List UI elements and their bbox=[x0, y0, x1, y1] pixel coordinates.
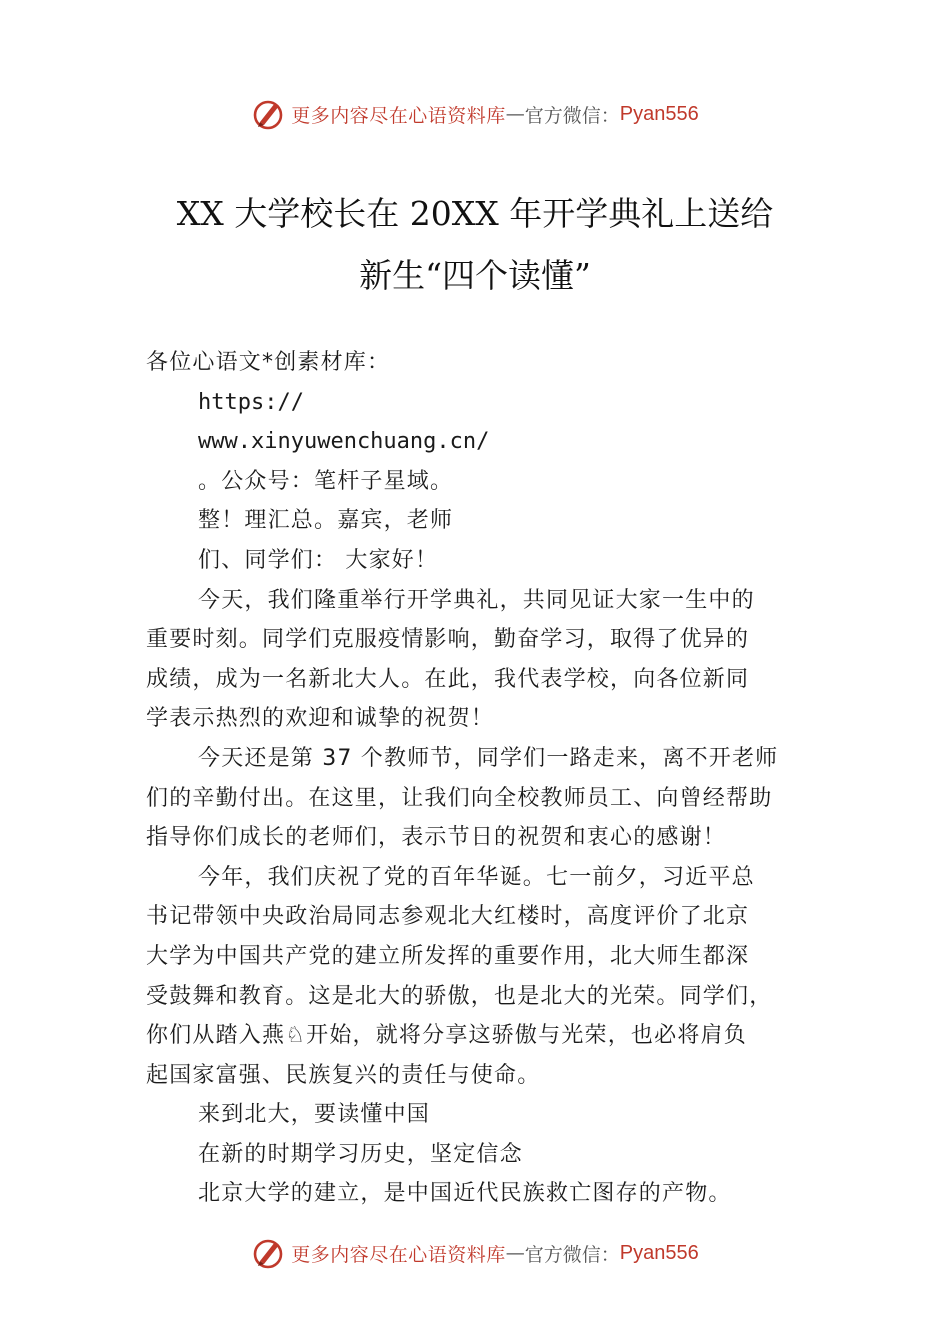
banner-wechat-label: 官方微信： bbox=[524, 1243, 620, 1266]
body-line: 各位心语文*创素材库： bbox=[146, 350, 391, 375]
banner-separator: — bbox=[505, 1242, 525, 1264]
banner-wechat-label: 官方微信： bbox=[524, 104, 620, 127]
body-line: 起国家富强、民族复兴的责任与使命。 bbox=[146, 1062, 541, 1088]
body-line: www.xinyuwenchuang.cn/ bbox=[198, 429, 490, 455]
body-line: 在新的时期学习历史，坚定信念 bbox=[198, 1141, 523, 1167]
document-body bbox=[146, 343, 816, 1214]
banner-separator: — bbox=[505, 103, 525, 125]
body-line: 北京大学的建立，是中国近代民族救亡图存的产物。 bbox=[198, 1181, 732, 1207]
banner-wechat-id: Pyan556 bbox=[619, 102, 699, 125]
body-line: 你们从踏入燕♘开始，就将分享这骄傲与光荣，也必将肩负 bbox=[146, 1023, 747, 1049]
pen-seal-icon bbox=[251, 1236, 285, 1270]
body-line: https:// bbox=[198, 389, 304, 415]
body-line: 整！理汇总。嘉宾，老师 bbox=[198, 508, 454, 534]
body-line: 来到北大，要读懂中国 bbox=[198, 1102, 431, 1128]
body-line: 成绩，成为一名新北大人。在此，我代表学校，向各位新同 bbox=[146, 666, 750, 692]
body-line: 。公众号：笔杆子星域。 bbox=[198, 468, 454, 494]
body-line: 们的辛勤付出。在这里，让我们向全校教师员工、向曾经帮助 bbox=[146, 785, 773, 811]
document-title-line-2: 新生“四个读懂” bbox=[359, 256, 591, 295]
header-banner bbox=[0, 94, 950, 134]
banner-text: 更多内容尽在心语资料库 bbox=[291, 1243, 506, 1266]
body-line: 重要时刻。同学们克服疫情影响，勤奋学习，取得了优异的 bbox=[146, 627, 750, 653]
body-line: 受鼓舞和教育。这是北大的骄傲，也是北大的光荣。同学们， bbox=[146, 983, 773, 1009]
document-title-line-1: XX 大学校长在 20XX 年开学典礼上送给 bbox=[176, 194, 774, 233]
body-line: 们、同学们： 大家好！ bbox=[198, 547, 439, 573]
body-line: 今天还是第 37 个教师节，同学们一路走来，离不开老师 bbox=[198, 745, 779, 771]
body-line: 大学为中国共产党的建立所发挥的重要作用，北大师生都深 bbox=[146, 943, 750, 969]
footer-banner bbox=[0, 1233, 950, 1273]
banner-wechat-id: Pyan556 bbox=[619, 1241, 699, 1264]
pen-seal-icon bbox=[251, 97, 285, 131]
banner-text: 更多内容尽在心语资料库 bbox=[291, 104, 506, 127]
body-line: 今年，我们庆祝了党的百年华诞。七一前夕，习近平总 bbox=[198, 864, 755, 890]
body-line: 书记带领中央政治局同志参观北大红楼时，高度评价了北京 bbox=[146, 904, 750, 930]
body-line: 学表示热烈的欢迎和诚挚的祝贺！ bbox=[146, 706, 495, 732]
body-line: 今天，我们隆重举行开学典礼，共同见证大家一生中的 bbox=[198, 587, 755, 613]
body-line: 指导你们成长的老师们，表示节日的祝贺和衷心的感谢！ bbox=[146, 825, 727, 851]
